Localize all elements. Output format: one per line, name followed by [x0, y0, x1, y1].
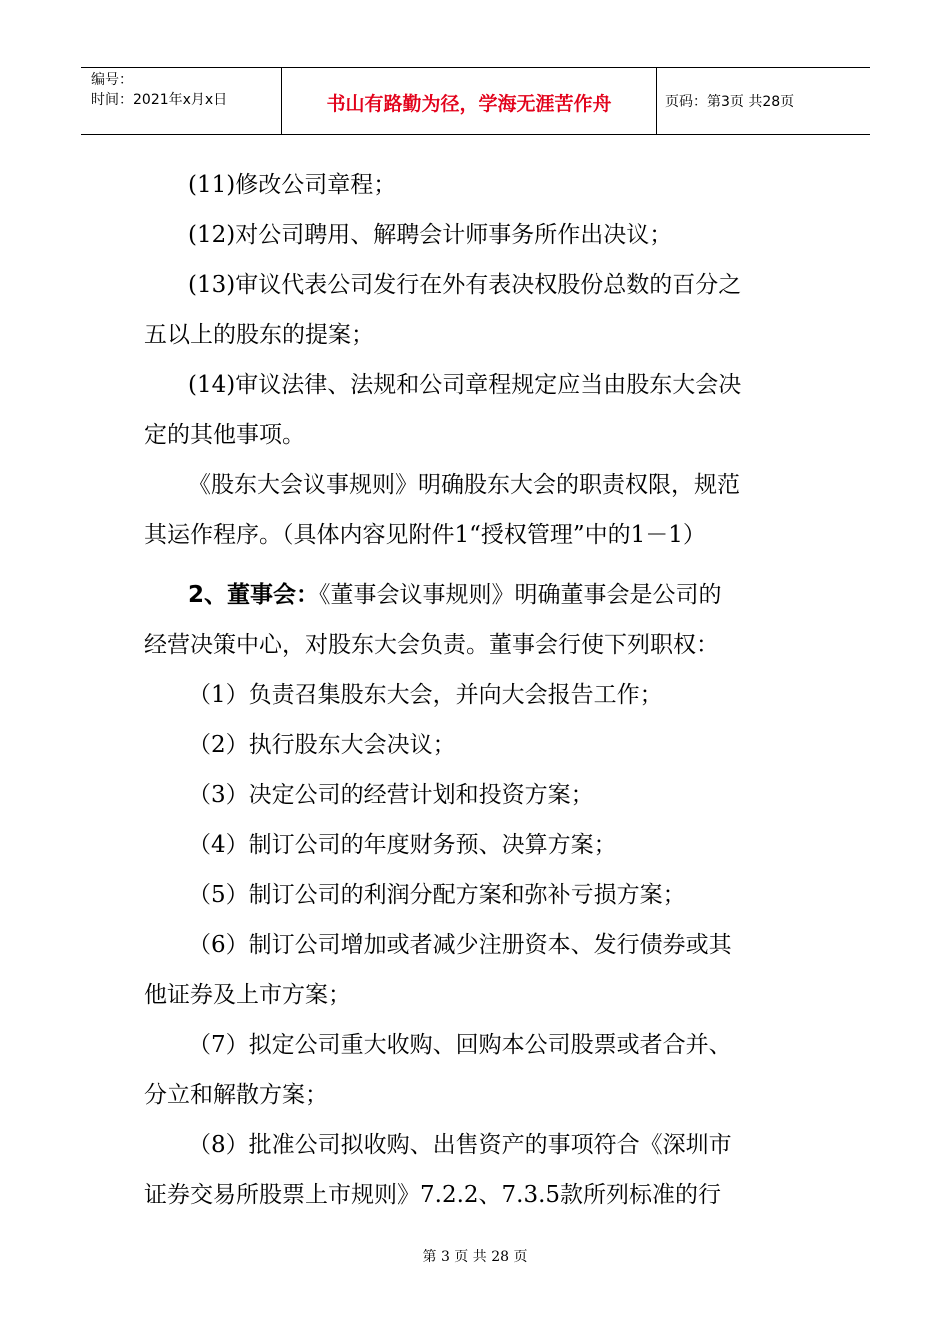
header-motto: 书山有路勤为径，学海无涯苦作舟	[326, 93, 612, 115]
header-number-label: 编号：	[91, 72, 133, 88]
page-footer: 第 3 页 共 28 页	[422, 1249, 528, 1265]
list-item: （1）负责召集股东大会，并向大会报告工作；	[188, 682, 663, 708]
header-date-label: 时间：2021年x月x日	[91, 92, 228, 108]
header-top-rule	[81, 67, 870, 68]
list-item: （8）批准公司拟收购、出售资产的事项符合《深圳市	[188, 1132, 732, 1158]
body-line: 经营决策中心，对股东大会负责。董事会行使下列职权：	[144, 632, 719, 658]
body-line: 定的其他事项。	[144, 422, 305, 448]
section-heading-line	[188, 580, 722, 610]
list-item: （4）制订公司的年度财务预、决算方案；	[188, 832, 617, 858]
list-item-continuation: 分立和解散方案；	[144, 1082, 328, 1108]
body-line: (11)修改公司章程；	[188, 172, 397, 198]
list-item: （5）制订公司的利润分配方案和弥补亏损方案；	[188, 882, 686, 908]
list-item: （2）执行股东大会决议；	[188, 732, 456, 758]
list-item-continuation: 证券交易所股票上市规则》7.2.2、7.3.5款所列标准的行	[144, 1182, 722, 1208]
body-line: (13)审议代表公司发行在外有表决权股份总数的百分之	[188, 272, 742, 298]
section-heading-text: 《董事会议事规则》明确董事会是公司的	[319, 582, 722, 608]
list-item: （6）制订公司增加或者减少注册资本、发行债券或其	[188, 932, 732, 958]
header-bottom-rule	[81, 134, 870, 135]
body-line: 《股东大会议事规则》明确股东大会的职责权限，规范	[188, 472, 740, 498]
body-line: 其运作程序。（具体内容见附件1“授权管理”中的1－1）	[144, 522, 706, 548]
list-item: （3）决定公司的经营计划和投资方案；	[188, 782, 594, 808]
list-item: （7）拟定公司重大收购、回购本公司股票或者合并、	[188, 1032, 732, 1058]
body-line: 五以上的股东的提案；	[144, 322, 374, 348]
header-meta	[91, 70, 227, 110]
section-heading: 2、董事会：	[188, 582, 320, 608]
body-line: (12)对公司聘用、解聘会计师事务所作出决议；	[188, 222, 673, 248]
list-item-continuation: 他证券及上市方案；	[144, 982, 351, 1008]
page-header	[81, 67, 870, 135]
header-divider	[656, 67, 657, 135]
header-page-label: 页码：第3页 共28页	[665, 94, 795, 110]
body-line: (14)审议法律、法规和公司章程规定应当由股东大会决	[188, 372, 742, 398]
